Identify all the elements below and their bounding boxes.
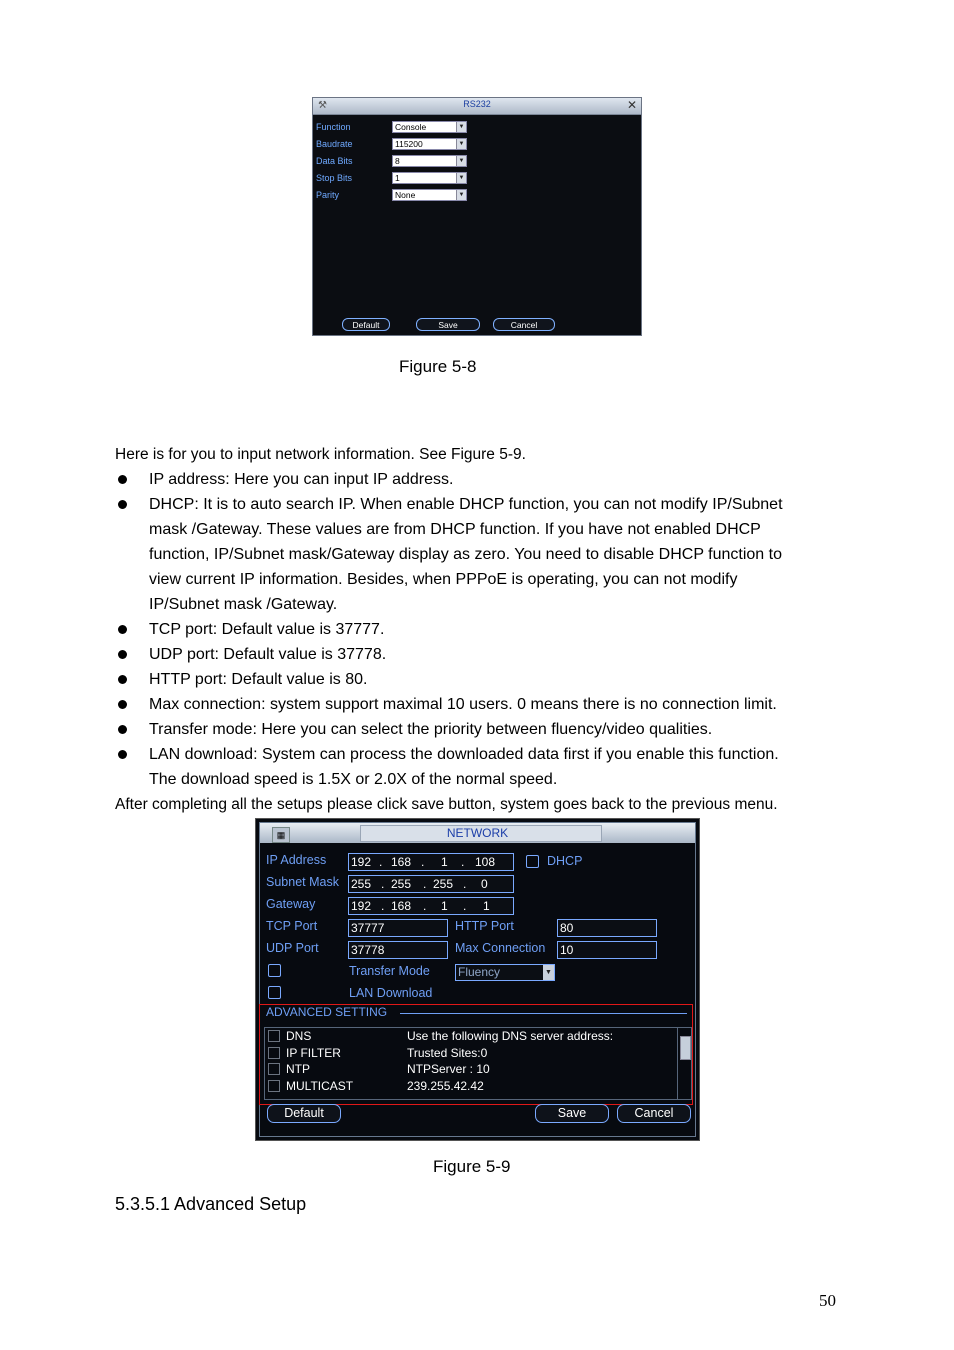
dns-checkbox[interactable] — [268, 1030, 280, 1042]
multicast-name[interactable]: MULTICAST — [286, 1079, 354, 1093]
bullet-dhcp-4: view current IP information. Besides, when PPPoE is operating, you can not modify — [149, 571, 738, 588]
lan-download-checkbox[interactable] — [268, 986, 281, 999]
network-title: NETWORK — [446, 826, 509, 840]
function-select[interactable]: Console ▼ — [392, 121, 467, 133]
save-button[interactable]: Save — [416, 318, 480, 331]
figure-caption-5-9: Figure 5-9 — [433, 1157, 511, 1176]
dhcp-checkbox[interactable] — [526, 855, 539, 868]
ntp-checkbox[interactable] — [268, 1063, 280, 1075]
lan-download-label: LAN Download — [349, 986, 433, 1000]
transfer-mode-label: Transfer Mode — [349, 964, 430, 978]
ip-filter-name[interactable]: IP FILTER — [286, 1046, 341, 1060]
chevron-down-icon: ▼ — [456, 156, 466, 166]
multicast-checkbox[interactable] — [268, 1080, 280, 1092]
ntp-name[interactable]: NTP — [286, 1062, 310, 1076]
bullet-ip: IP address: Here you can input IP address. — [149, 471, 454, 488]
bullet-dhcp-2: mask /Gateway. These values are from DHCP function. If you have not enabled DHCP — [149, 521, 761, 538]
bullet-maxconn: Max connection: system support maximal 10 users. 0 means there is no connection limit. — [149, 696, 777, 713]
stop-bits-select[interactable]: 1 ▼ — [392, 172, 467, 184]
tcp-port-label: TCP Port — [266, 919, 318, 933]
ip-filter-desc: Trusted Sites:0 — [407, 1046, 488, 1060]
network-save-button[interactable]: Save — [535, 1104, 609, 1123]
baudrate-select[interactable]: 115200 ▼ — [392, 138, 467, 150]
rs232-title: RS232 — [463, 99, 491, 109]
dhcp-label: DHCP — [547, 854, 583, 868]
bullet-dot — [118, 650, 127, 659]
data-bits-select[interactable]: 8 ▼ — [392, 155, 467, 167]
data-bits-label: Data Bits — [316, 156, 353, 166]
bullet-lan-1: LAN download: System can process the downloaded data first if you enable this function. — [149, 746, 779, 763]
network-title-bar — [260, 823, 695, 843]
section-heading: 5.3.5.1 Advanced Setup — [115, 1194, 307, 1214]
function-label: Function — [316, 122, 351, 132]
after-paragraph: After completing all the setups please click save button, system goes back to the previous menu. — [115, 796, 778, 813]
udp-port-input[interactable]: 37778 — [348, 941, 448, 959]
gateway-input[interactable]: 192 . 168 . 1 . 1 — [348, 897, 514, 915]
advanced-setting-label: ADVANCED SETTING — [266, 1005, 388, 1019]
network-default-button[interactable]: Default — [267, 1104, 341, 1123]
ip-address-label: IP Address — [266, 853, 327, 867]
subnet-mask-label: Subnet Mask — [266, 875, 339, 889]
tcp-port-input[interactable]: 37777 — [348, 919, 448, 937]
ntp-desc: NTPServer : 10 — [407, 1062, 490, 1076]
bullet-lan-2: The download speed is 1.5X or 2.0X of the normal speed. — [149, 771, 558, 788]
multicast-desc: 239.255.42.42 — [407, 1079, 484, 1093]
gateway-label: Gateway — [266, 897, 316, 911]
chevron-down-icon: ▼ — [543, 965, 554, 980]
ip-address-input[interactable]: 192 . 168 . 1 . 108 — [348, 853, 514, 871]
rs232-dialog — [312, 97, 642, 336]
settings-icon: ⚒ — [318, 100, 327, 111]
bullet-dot — [118, 750, 127, 759]
bullet-transfer: Transfer mode: Here you can select the priority between fluency/video qualities. — [149, 721, 713, 738]
chevron-down-icon: ▼ — [456, 173, 466, 183]
chevron-down-icon: ▼ — [456, 122, 466, 132]
default-button[interactable]: Default — [342, 318, 390, 331]
page-number: 50 — [819, 1291, 836, 1310]
cancel-button[interactable]: Cancel — [493, 318, 555, 331]
bullet-dot — [118, 625, 127, 634]
bullet-dot — [118, 700, 127, 709]
bullet-dhcp-5: IP/Subnet mask /Gateway. — [149, 596, 338, 613]
bullet-dot — [118, 725, 127, 734]
subnet-mask-input[interactable]: 255 . 255 . 255 . 0 — [348, 875, 514, 893]
udp-port-label: UDP Port — [266, 941, 319, 955]
http-port-input[interactable]: 80 — [557, 919, 657, 937]
close-icon[interactable]: ✕ — [626, 98, 637, 112]
bullet-dot — [118, 675, 127, 684]
parity-label: Parity — [316, 190, 340, 200]
baudrate-label: Baudrate — [316, 139, 353, 149]
dns-name[interactable]: DNS — [286, 1029, 312, 1043]
bullet-udp: UDP port: Default value is 37778. — [149, 646, 387, 663]
max-connection-label: Max Connection — [455, 941, 546, 955]
dns-desc: Use the following DNS server address: — [407, 1029, 614, 1043]
parity-select[interactable]: None ▼ — [392, 189, 467, 201]
bullet-dhcp-3: function, IP/Subnet mask/Gateway display as zero. You need to disable DHCP function to — [149, 546, 782, 563]
transfer-mode-checkbox[interactable] — [268, 964, 281, 977]
max-connection-input[interactable]: 10 — [557, 941, 657, 959]
figure-caption-5-8: Figure 5-8 — [399, 357, 477, 376]
rs232-title-bar — [313, 98, 641, 115]
intro-paragraph: Here is for you to input network information. See Figure 5-9. — [115, 446, 526, 463]
chevron-down-icon: ▼ — [456, 190, 466, 200]
scrollbar-thumb[interactable] — [680, 1036, 691, 1060]
http-port-label: HTTP Port — [455, 919, 514, 933]
bullet-dot — [118, 500, 127, 509]
bullet-dhcp-1: DHCP: It is to auto search IP. When enable DHCP function, you can not modify IP/Subnet — [149, 496, 783, 513]
chevron-down-icon: ▼ — [456, 139, 466, 149]
network-cancel-button[interactable]: Cancel — [617, 1104, 691, 1123]
bullet-dot — [118, 475, 127, 484]
bullet-tcp: TCP port: Default value is 37777. — [149, 621, 385, 638]
stop-bits-label: Stop Bits — [316, 173, 353, 183]
transfer-mode-select[interactable]: Fluency ▼ — [455, 964, 555, 981]
bullet-http: HTTP port: Default value is 80. — [149, 671, 368, 688]
network-icon: ▦ — [272, 827, 290, 843]
ip-filter-checkbox[interactable] — [268, 1047, 280, 1059]
advanced-scrollbar[interactable] — [677, 1028, 691, 1099]
